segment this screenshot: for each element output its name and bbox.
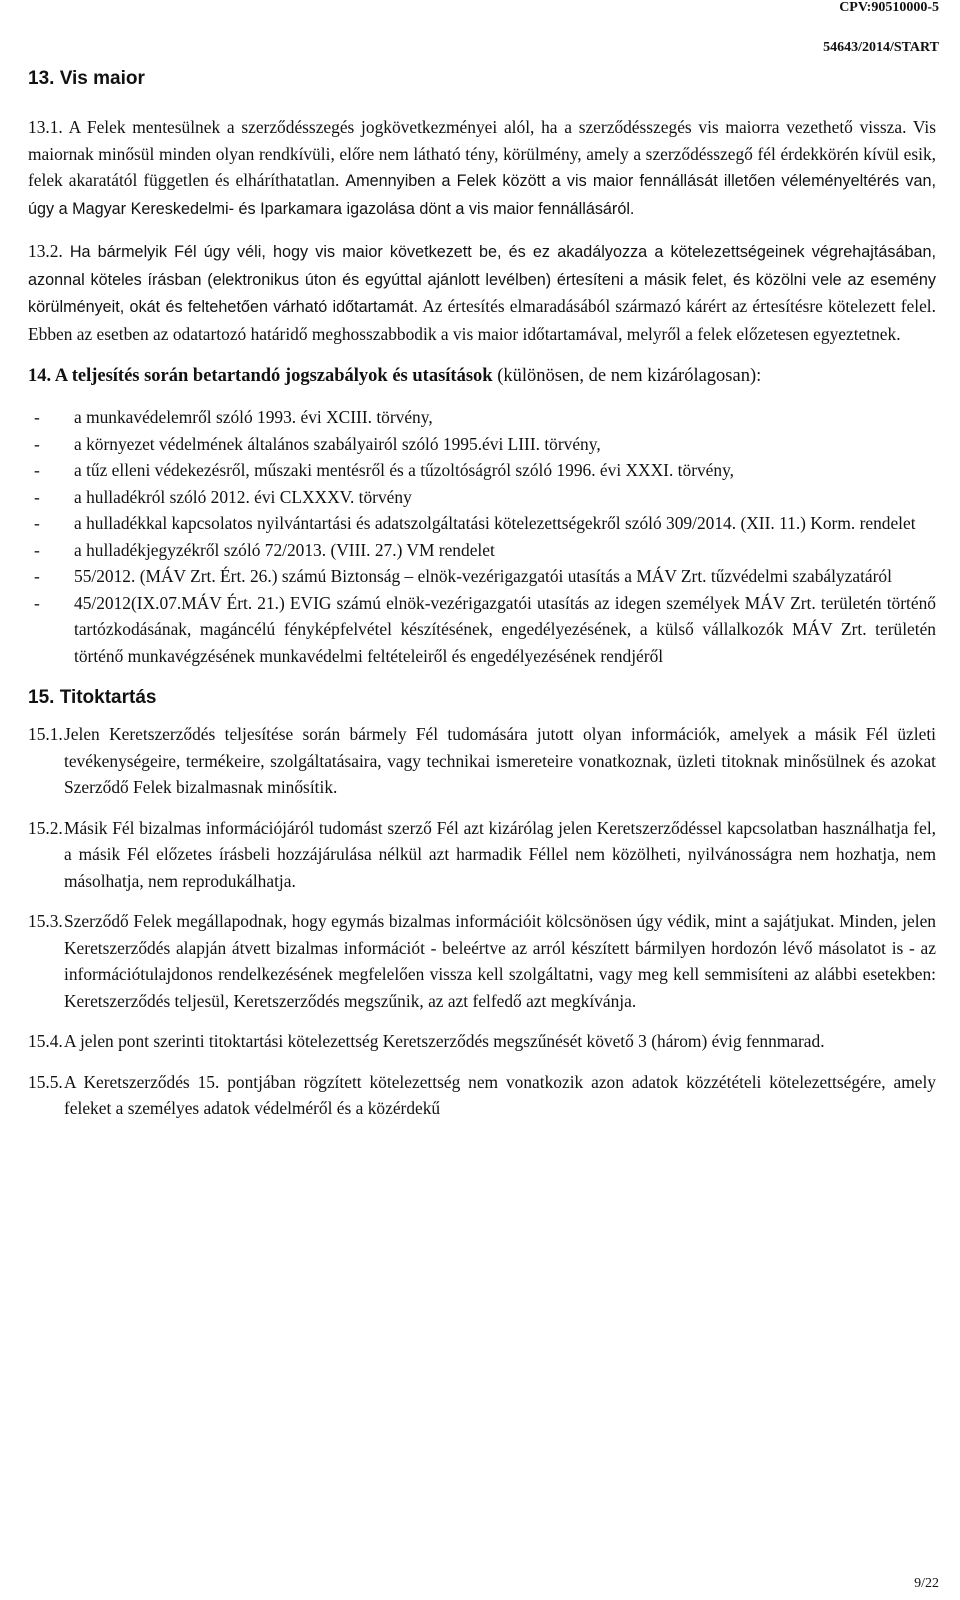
section-14-heading-line2: kizárólagosan):	[647, 366, 762, 386]
paragraph-number: 15.2.	[28, 817, 63, 838]
paragraph-text: A jelen pont szerinti titoktartási kötelezettség Keretszerződés megszűnését követő 3 (három) évig fennmarad.	[64, 1031, 825, 1051]
paragraph-13-1-number: 13.1.	[28, 117, 63, 137]
document-page	[28, 66, 936, 1122]
paragraph-13-2	[28, 238, 936, 347]
paragraph-13-1	[28, 114, 936, 222]
paragraph-13-1-text-b: Vis maiornak minősül minden olyan rendkívüli, előre nem látható tény, körülmény, amely a szerződésszegő fél érdekkörén kívül esik, felek akaratától független és elháríthatatlan.	[28, 117, 936, 190]
list-item: - a környezet védelmének általános szabályairól szóló 1995.évi LIII. törvény,	[28, 431, 936, 458]
paragraph-13-2-text-b: Az értesítés elmaradásából származó kárért az értesítésre kötelezett felel.	[422, 296, 936, 316]
paragraph-number: 15.1.	[28, 724, 63, 744]
paragraph-number: 15.5.	[28, 1071, 63, 1092]
regulation-list	[28, 404, 936, 669]
paragraph-13-2-text-c: Ebben az esetben az odatartozó határidő meghosszabbodik a vis maior időtartamával, melyről a felek előzetesen egyeztetnek.	[28, 323, 901, 344]
paragraph-text: Jelen Keretszerződés teljesítése során bármely Fél tudomására jutott olyan információk, amelyek a másik Fél üzleti tevékenységeire, termékeire, szolgáltatásaira, vagy technikai ismereteire vonatkoznak, üzleti titoknak minősülnek és azokat Szerződő Felek bizalmasnak minősítik.	[64, 724, 936, 797]
list-item: - a hulladékjegyzékről szóló 72/2013. (VIII. 27.) VM rendelet	[28, 537, 936, 564]
paragraph-text: Szerződő Felek megállapodnak, hogy egymás bizalmas információit kölcsönösen úgy védik, mint a sajátjukat. Minden, jelen Keretszerződés alapján átvett bizalmas információt - beleértve az arról készített bármilyen hordozón lévő másolatot is - az információtulajdonos rendelkezésének megfelelően vissza kell szolgáltatni, vagy meg kell semmisíteni az alábbi esetekben: Keretszerződés teljesül, Keretszerződés megszűnik, az azt felfedő azt megkívánja.	[64, 911, 936, 1011]
paragraph-15-1	[28, 721, 936, 801]
list-item: - 55/2012. (MÁV Zrt. Ért. 26.) számú Biztonság – elnök-vezérigazgatói utasítás a MÁV Zrt. tűzvédelmi szabályzatáról	[28, 563, 936, 590]
paragraph-13-1-text-a: A Felek mentesülnek a szerződésszegés jogkövetkezményei alól, ha a szerződésszegés vis maiorra vezethető vissza.	[68, 117, 907, 137]
section-14-heading	[28, 363, 936, 390]
paragraph-15-5	[28, 1069, 936, 1122]
list-item: - a hulladékkal kapcsolatos nyilvántartási és adatszolgáltatási kötelezettségekről szóló 309/2014. (XII. 11.) Korm. rendelet	[28, 510, 936, 537]
header-cpv-code: CPV:90510000-5	[839, 0, 939, 15]
paragraph-15-3	[28, 908, 936, 1014]
paragraph-number: 15.3.	[28, 911, 63, 931]
paragraph-13-2-number: 13.2.	[28, 241, 63, 261]
list-item: - 45/2012(IX.07.MÁV Ért. 21.) EVIG számú elnök-vezérigazgatói utasítás az idegen személyek MÁV Zrt. területén történő tartózkodásának, magáncélú fényképfelvétel készítésének, engedélyezésének, a külső vállalkozók MÁV Zrt. területén történő munkavégzésének munkavédelmi feltételeiről és engedélyezésének rendjéről	[28, 590, 936, 670]
page-number: 9/22	[914, 1576, 939, 1591]
section-14-heading-bold: 14. A teljesítés során betartandó jogszabályok és utasítások	[28, 366, 493, 386]
paragraph-15-2	[28, 815, 936, 895]
paragraph-text: A Keretszerződés 15. pontjában rögzített kötelezettség nem vonatkozik azon adatok közzétételi kötelezettségére, amely feleket a személyes adatok védelméről és a közérdekű	[64, 1071, 936, 1118]
paragraph-text: Másik Fél bizalmas információjáról tudomást szerző Fél azt kizárólag jelen Keretszerződéssel kapcsolatban használhatja fel, a másik Fél előzetes írásbeli hozzájárulása nélkül azt harmadik Féllel nem közölheti, nyilvánosságra nem hozhatja, nem másolhatja, nem reprodukálhatja.	[64, 817, 936, 891]
list-item: - a hulladékról szóló 2012. évi CLXXXV. törvény	[28, 484, 936, 511]
header-reference-number: 54643/2014/START	[823, 40, 939, 55]
list-item: - a tűz elleni védekezésről, műszaki mentésről és a tűzoltóságról szóló 1996. évi XXXI. törvény,	[28, 457, 936, 484]
paragraph-13-1-text-c: Amennyiben a Felek között a vis maior fennállását illetően véleményeltérés van, úgy a Magyar Kereskedelmi- és Iparkamara igazolása dönt a vis maior fennállásáról.	[28, 172, 936, 218]
paragraph-number: 15.4.	[28, 1031, 63, 1051]
section-13-heading: 13. Vis maior	[28, 68, 145, 89]
paragraph-13-2-text-a: Ha bármelyik Fél úgy véli, hogy vis maior következett be, és ez akadályozza a kötelezettségeinek végrehajtásában, azonnal köteles írásban (elektronikus úton és egyúttal ajánlott levélben) értesíteni a másik felet, és közölni vele az esemény körülményeit, okát és feltehetően várható időtartamát.	[28, 243, 936, 316]
section-14-heading-rest: (különösen, de nem	[497, 366, 643, 386]
list-item: - a munkavédelemről szóló 1993. évi XCIII. törvény,	[28, 404, 936, 431]
paragraph-15-4	[28, 1028, 936, 1055]
section-15-heading: 15. Titoktartás	[28, 687, 157, 708]
